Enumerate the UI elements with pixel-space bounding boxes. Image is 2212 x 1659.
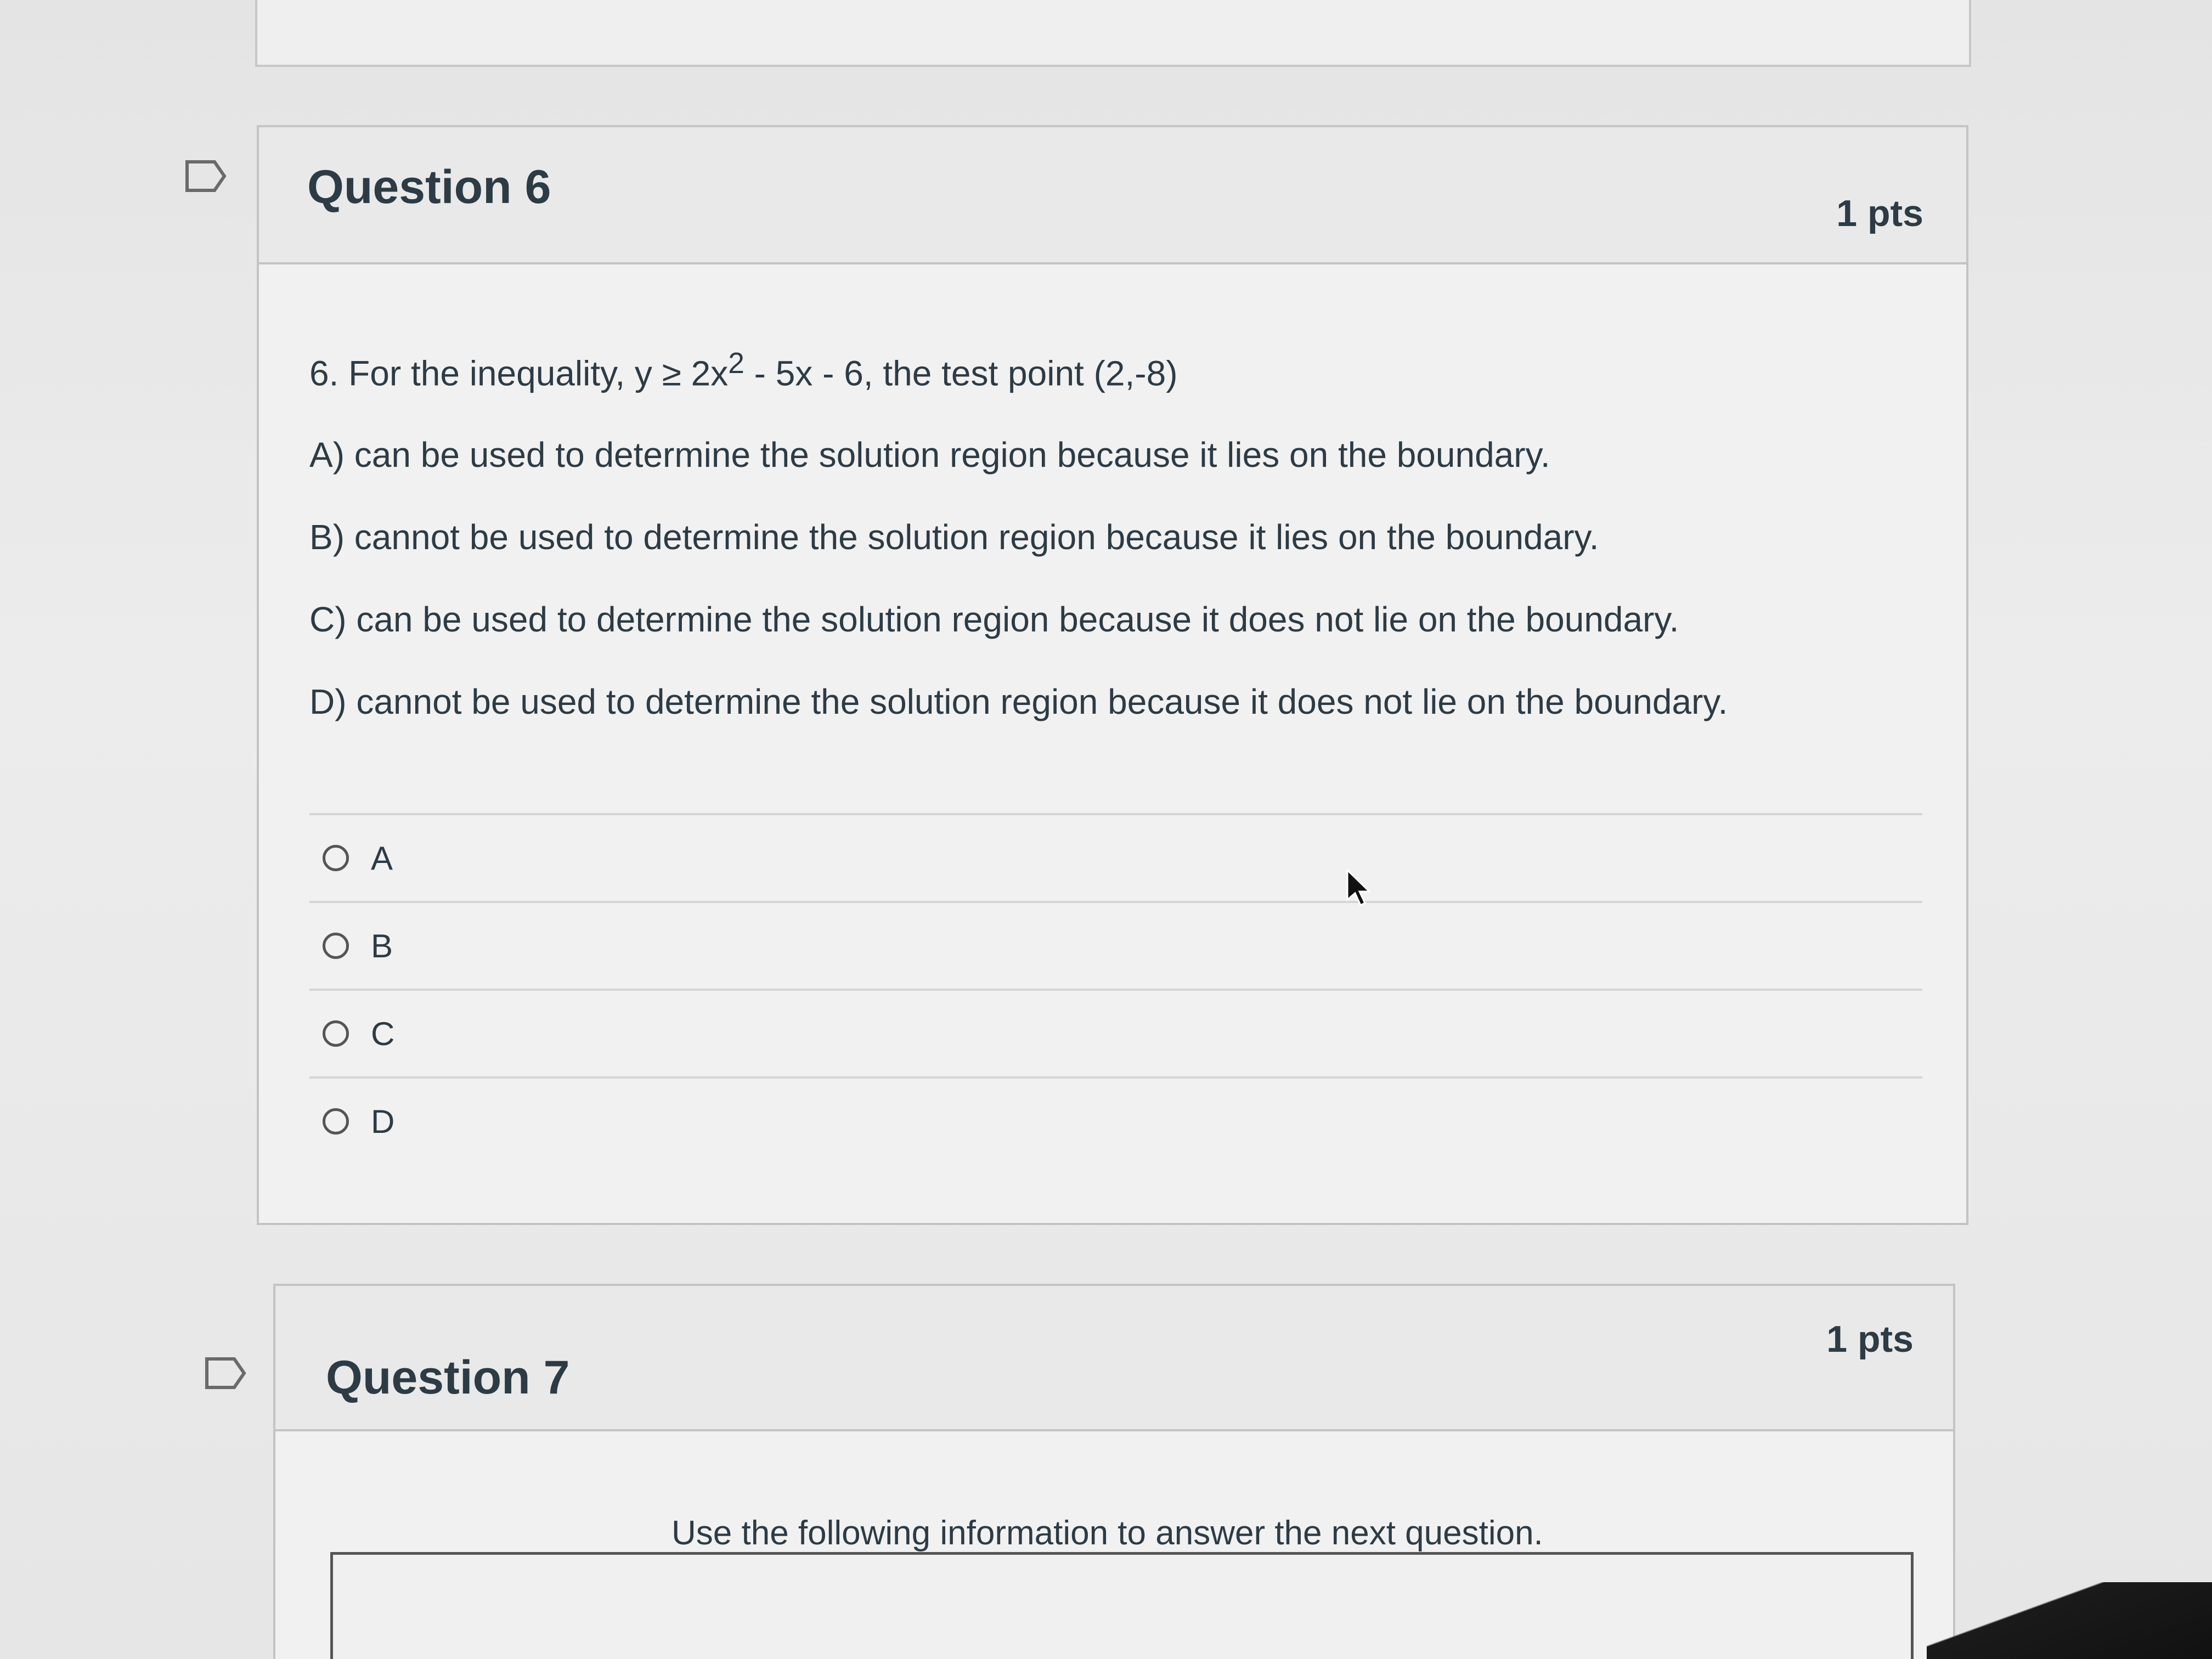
option-text-a: A) can be used to determine the solution region because it lies on the boundary. (309, 435, 1550, 475)
option-text-d: D) cannot be used to determine the solution region because it does not lie on the boundary. (309, 682, 1728, 721)
flag-icon[interactable] (184, 159, 227, 193)
answer-row-b[interactable] (309, 901, 1922, 989)
answer-row-a[interactable] (309, 813, 1922, 901)
radio-button-d[interactable] (323, 1108, 349, 1135)
prompt-prefix: 6. For the inequality, y ≥ 2x (309, 353, 729, 393)
prompt-exponent: 2 (728, 347, 744, 380)
radio-button-c[interactable] (323, 1020, 349, 1047)
answer-label-c[interactable]: C (371, 1015, 395, 1052)
question-7-info-box (330, 1552, 1914, 1659)
screen-bezel (1927, 1582, 2212, 1659)
option-text-c: C) can be used to determine the solution region because it does not lie on the boundary. (309, 600, 1679, 639)
question-6-title: Question 6 (307, 161, 551, 213)
question-6-header (259, 127, 1966, 264)
radio-button-b[interactable] (323, 933, 349, 959)
answer-label-a[interactable]: A (371, 839, 393, 877)
radio-button-a[interactable] (323, 845, 349, 871)
question-7-card (273, 1284, 1955, 1659)
question-7-title: Question 7 (326, 1351, 570, 1404)
question-7-info: Use the following information to answer the next question. (672, 1514, 1543, 1552)
option-text-b: B) cannot be used to determine the solution region because it lies on the boundary. (309, 517, 1599, 557)
answer-label-d[interactable]: D (371, 1103, 395, 1140)
mouse-pointer-icon (1345, 868, 1373, 909)
answer-row-d[interactable] (309, 1076, 1922, 1164)
previous-question-card (255, 0, 1971, 67)
question-7-header (275, 1286, 1953, 1431)
answer-row-c[interactable] (309, 989, 1922, 1076)
question-6-prompt (309, 347, 1178, 393)
answer-label-b[interactable]: B (371, 927, 393, 964)
flag-icon[interactable] (204, 1356, 247, 1390)
question-6-points: 1 pts (1836, 193, 1923, 234)
question-7-points: 1 pts (1826, 1318, 1914, 1360)
answer-list (309, 813, 1922, 1164)
question-6-card (257, 125, 1968, 1225)
prompt-suffix: - 5x - 6, the test point (2,-8) (744, 353, 1178, 393)
